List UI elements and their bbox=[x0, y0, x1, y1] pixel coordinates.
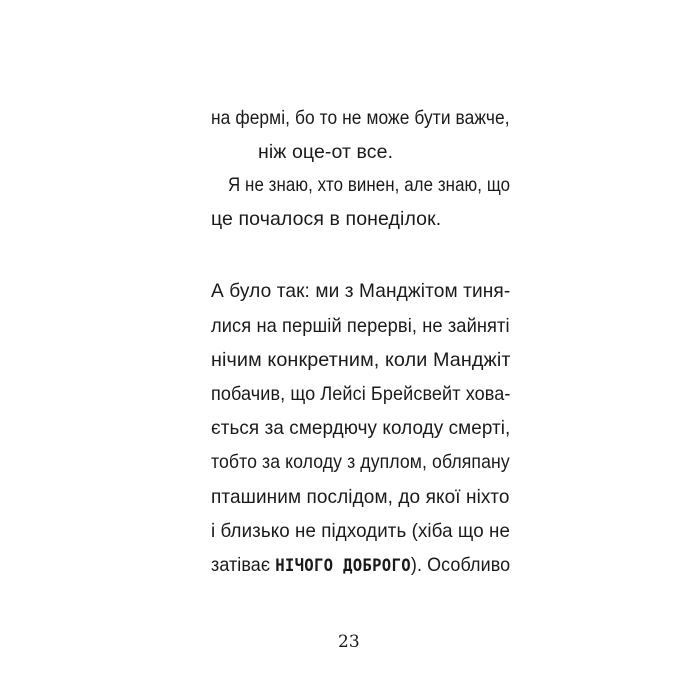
text-line: ється за смердючу колоду смерті, bbox=[211, 417, 511, 439]
text-span: ). Особливо bbox=[410, 554, 511, 576]
text-line: і близько не підходить (хіба що не bbox=[211, 520, 510, 542]
text-span: затіває bbox=[211, 554, 276, 576]
page-number: 23 bbox=[338, 632, 360, 652]
text-line: це почалося в понеділок. bbox=[211, 208, 442, 230]
text-line: пташиним послідом, до якої ніхто bbox=[211, 486, 510, 508]
text-line: побачив, що Лейсі Брейсвейт хова- bbox=[211, 383, 511, 405]
text-line: тобто за колоду з дуплом, обляпану bbox=[211, 451, 510, 473]
text-line: ніж оце-от все. bbox=[258, 141, 394, 163]
text-line: нічим конкретним, коли Манджіт bbox=[211, 349, 511, 371]
emphasized-text: НІЧОГО ДОБРОГО bbox=[275, 556, 411, 576]
text-line: на фермі, бо то не може бути важче, bbox=[211, 107, 510, 129]
text-line: А було так: ми з Манджітом тиня- bbox=[211, 280, 511, 302]
text-line: Я не знаю, хто винен, але знаю, що bbox=[228, 174, 511, 196]
text-line: лися на першій перерві, не зайняті bbox=[211, 315, 510, 337]
text-line bbox=[211, 553, 510, 578]
